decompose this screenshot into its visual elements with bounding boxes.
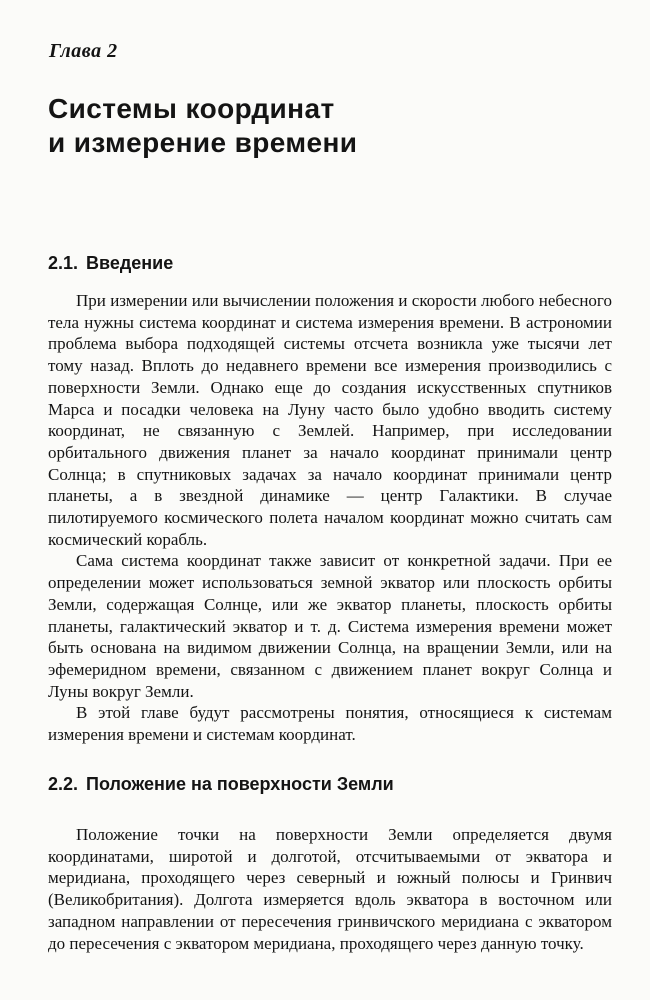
section-number: 2.1. <box>48 253 79 273</box>
section-title: Положение на поверхности Земли <box>86 774 394 794</box>
section-title: Введение <box>86 253 174 273</box>
chapter-label: Глава 2 <box>49 40 118 62</box>
section-heading-introduction <box>48 252 173 274</box>
paragraph: Сама система координат также зависит от конкретной задачи. При ее определении может использоваться земной экватор или плоскость орбиты Земли, содержащая Солнце, или же экватор планеты, плоскость орбиты планеты, галактический экватор и т. д. Система измерения времени может быть основана на видимом движении Солнца, на вращении Земли, или на эфемеридном времени, связанном с движением планет вокруг Солнца и Луны вокруг Земли. <box>48 551 612 701</box>
section-body-earth-surface <box>48 824 612 954</box>
section-heading-earth-surface <box>48 773 394 795</box>
paragraph: Положение точки на поверхности Земли определяется двумя координатами, широтой и долготой, отсчитываемыми от экватора и меридиана, проходящего через северный и южный полюсы и Гринвич (Великобритания). Долгота измеряется вдоль экватора в восточном или западном направлении от пересечения гринвичского меридиана с экватором до пересечения с экватором меридиана, проходящего через данную точку. <box>48 825 612 953</box>
section-number: 2.2. <box>48 774 79 794</box>
chapter-title-line-2: и измерение времени <box>48 127 358 158</box>
paragraph: В этой главе будут рассмотрены понятия, относящиеся к системам измерения времени и системам координат. <box>48 703 612 745</box>
chapter-title-line-1: Системы координат <box>48 93 335 124</box>
chapter-title <box>48 92 608 160</box>
section-body-introduction <box>48 290 612 746</box>
paragraph: При измерении или вычислении положения и скорости любого небесного тела нужны система координат и система измерения времени. В астрономии проблема выбора подходящей системы отсчета возникла уже тысячи лет тому назад. Вплоть до недавнего времени все измерения производились с поверхности Земли. Однако еще до создания искусственных спутников Марса и посадки человека на Луну часто было удобно вводить систему координат, не связанную с Землей. Например, при исследовании орбитального движения планет за начало координат принимали центр Солнца; в спутниковых задачах за начало координат принимали центр планеты, а в звездной динамике — центр Галактики. В случае пилотируемого космического полета началом координат можно считать сам космический корабль. <box>48 291 612 549</box>
